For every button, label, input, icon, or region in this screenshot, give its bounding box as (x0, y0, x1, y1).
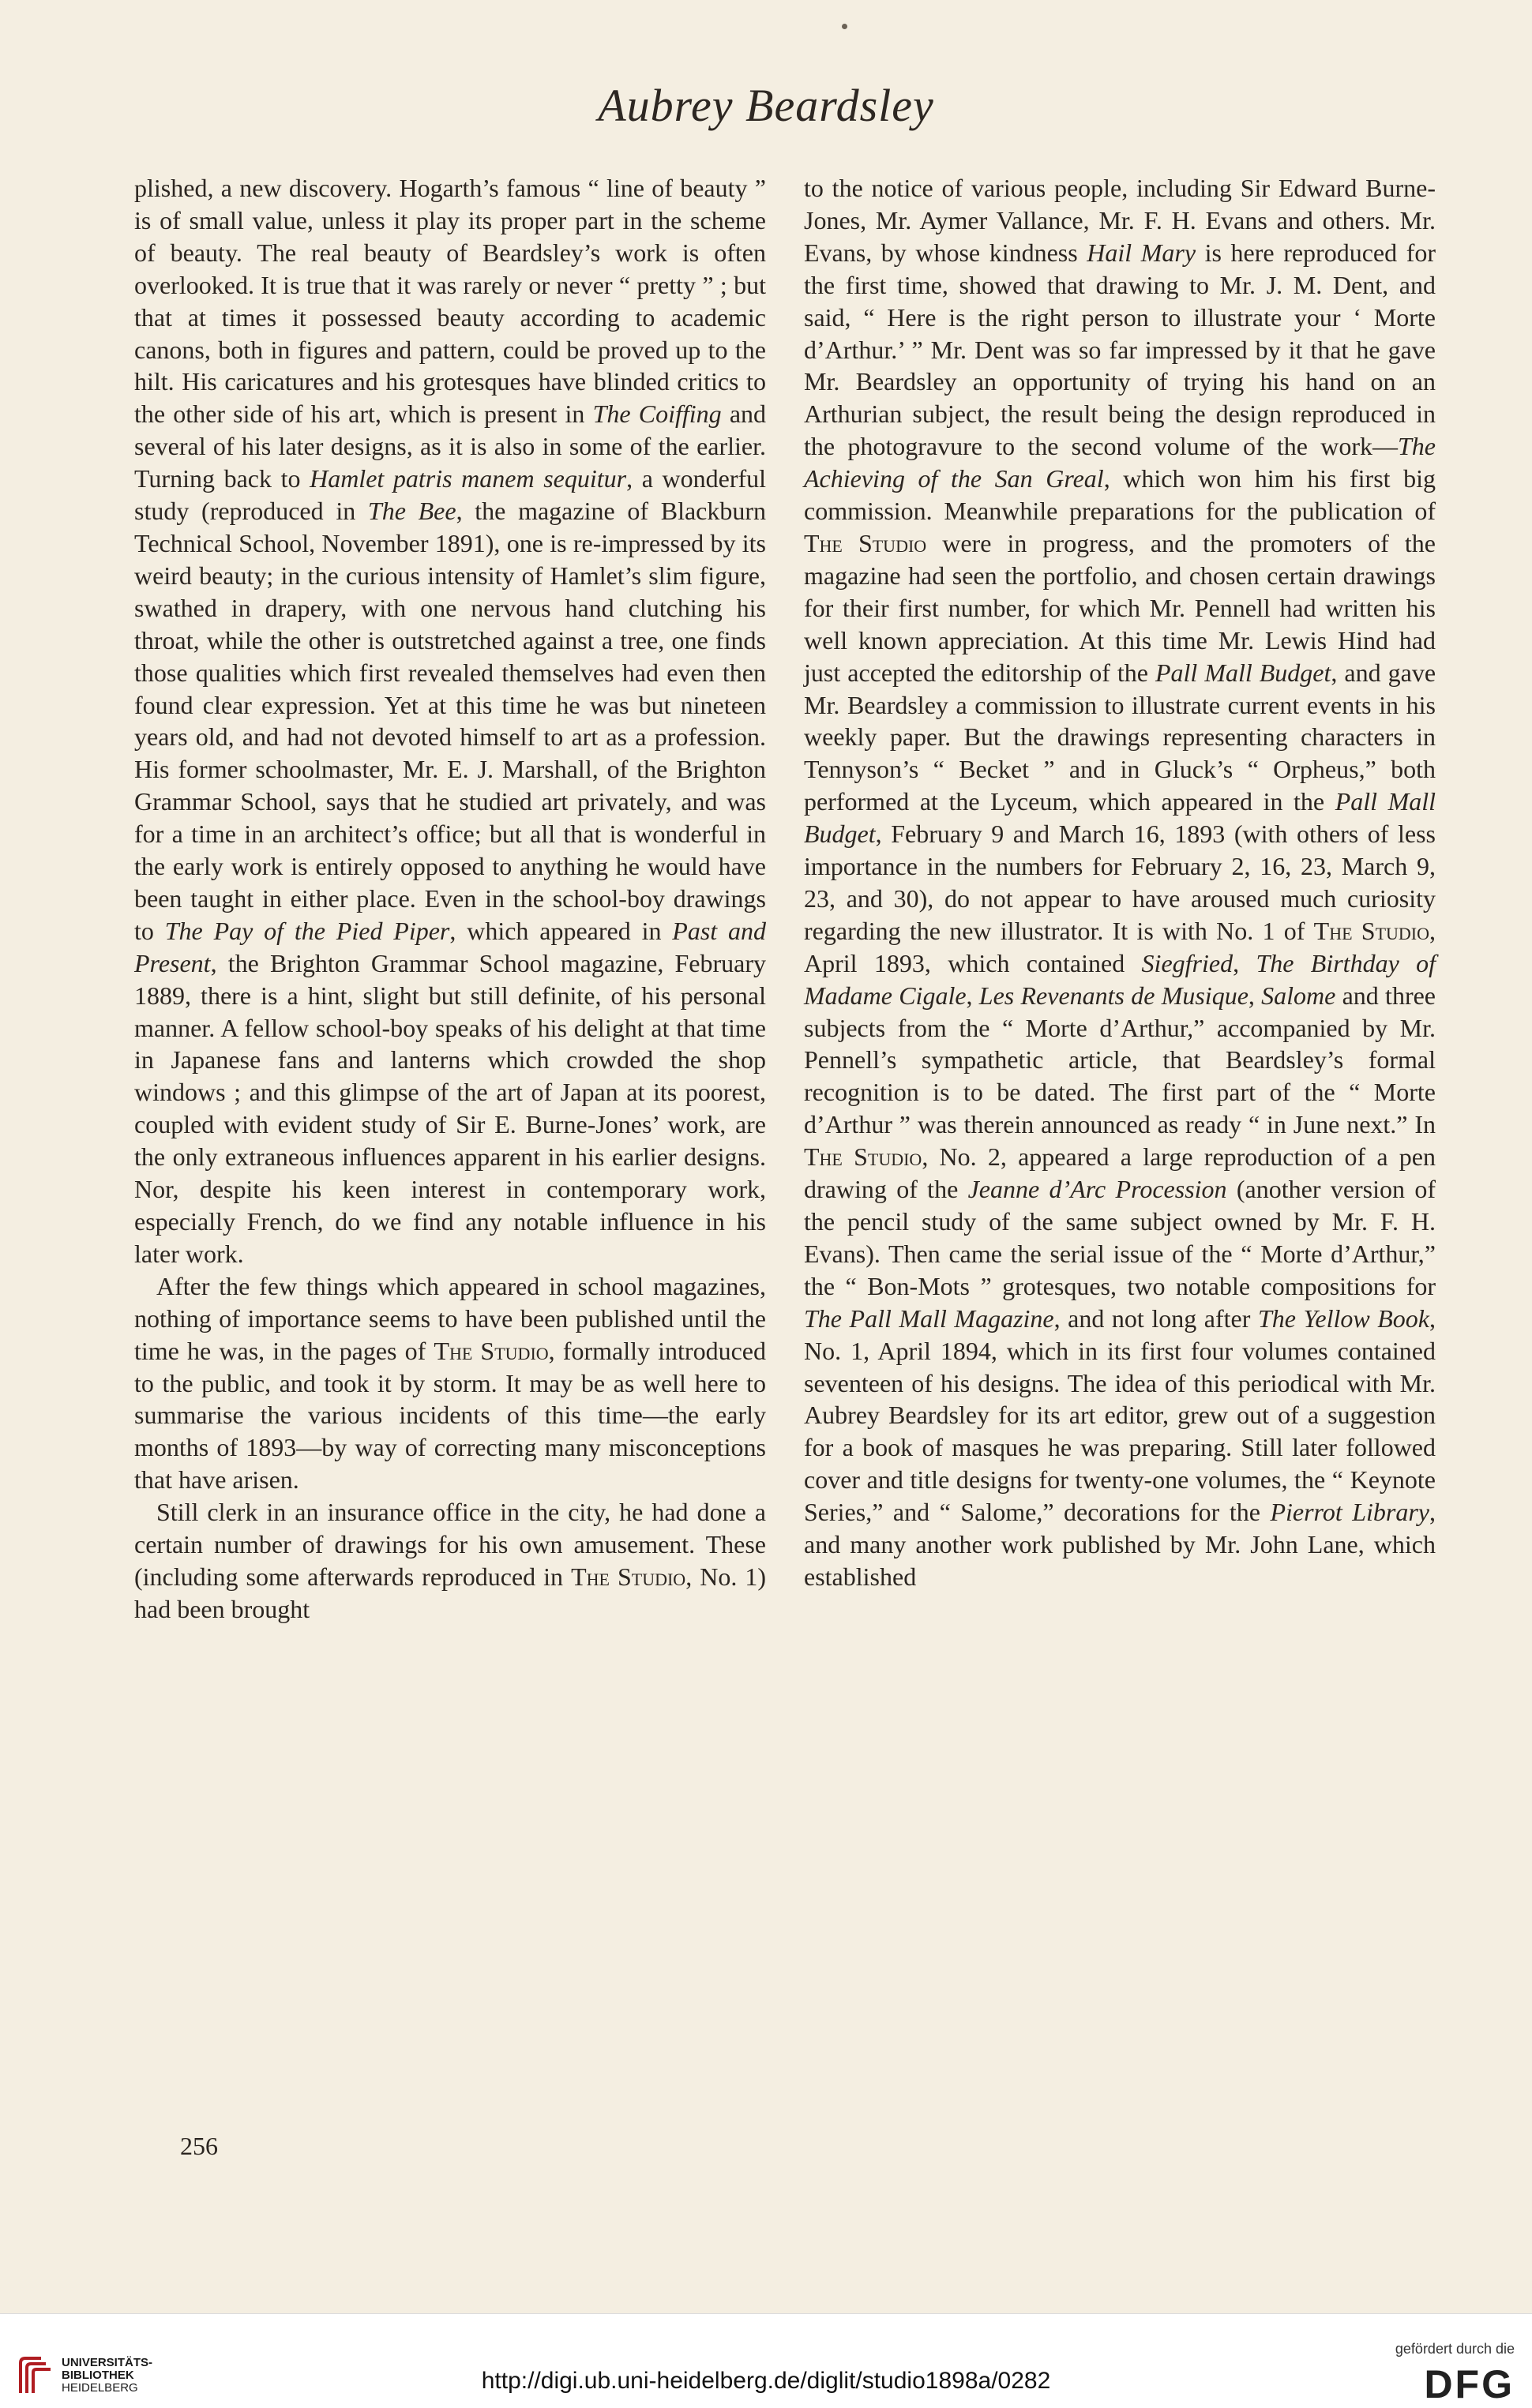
italic-title: The Birthday of Madame Cigale (804, 948, 1436, 1010)
text-run: is here reproduced for the first time, showed that drawing to Mr. J. M. Dent, and said, “ Here is the right person to illustrate your ‘ Morte d’Arthur.’ ” Mr. Dent was so far impressed by it that he gave Mr. Beardsley an opportunity of trying his hand on an Arthurian subject, the result being the design reproduced in the photogravure to the second volume of the work— (804, 238, 1436, 461)
library-name-line1: UNIVERSITÄTS- (62, 2356, 153, 2369)
italic-title: Past and Present (134, 916, 767, 977)
italic-title: The Achieving of the San Greal (804, 432, 1436, 493)
text-run: , and not long after (1053, 1303, 1258, 1333)
text-run: , (1233, 948, 1256, 977)
small-caps-text: The Studio (804, 1142, 922, 1172)
library-name-line2: BIBLIOTHEK (62, 2369, 134, 2382)
paragraph (134, 1496, 766, 1626)
italic-title: Siegfried (1141, 948, 1233, 977)
italic-title: Pierrot Library (1270, 1498, 1430, 1527)
italic-title: Jeanne d’Arc Procession (967, 1175, 1227, 1204)
paragraph (804, 172, 1436, 1593)
small-caps-text: The Studio (1313, 916, 1429, 945)
text-run: , the magazine of Blackburn Technical School, November 1891), one is re-impressed by its weird beauty; in the curious intensity of Hamlet’s slim figure, swathed in drapery, with one nervous hand clutching his throat, while the other is outstretched against a tree, one finds those qualities which first revealed themselves had even then found clear expression. Yet at this time he was but nineteen years old, and had not devoted himself to art as a profession. His former schoolmaster, Mr. E. J. Marshall, of the Brighton Grammar School, says that he studied art privately, and was for a time in an architect’s office; but all that is wonderful in the early work is entirely opposed to anything he would have been taught in either place. Even in the school-boy drawings to (134, 497, 767, 945)
text-run: After the few things which appeared in school magazines, nothing of importance seems to have been published until the time he was, in the pages of (134, 1271, 766, 1365)
text-run: , February 9 and March 16, 1893 (with others of less importance in the numbers for February 2, 16, 23, March 9, 23, and 30), do not appear to have aroused much curiosity regarding the new illustrator. It is with No. 1 of (804, 820, 1436, 945)
text-run: , and gave Mr. Beardsley a commission to illustrate current events in his weekly paper. But the drawings representing characters in Tennyson’s “ Becket ” and in Gluck’s “ Orpheus,” both performed at the Lyceum, which appeared in the (804, 658, 1436, 816)
text-run: , and many another work published by Mr. John Lane, which established (804, 1498, 1436, 1591)
text-run: , April 1893, which contained (804, 916, 1436, 977)
text-run: and several of his later designs, as it is also in some of the earlier. Turning back to (134, 399, 767, 493)
permalink-link[interactable]: http://digi.ub.uni-heidelberg.de/diglit/studio1898a/0282 (481, 2368, 1051, 2394)
text-run: Still clerk in an insurance office in the city, he had done a certain number of drawings for his own amusement. These (including some afterwards reproduced in (134, 1498, 766, 1591)
text-run: to the notice of various people, including Sir Edward Burne-Jones, Mr. Aymer Vallance, Mr. F. H. Evans and others. Mr. Evans, by whose kindness (804, 174, 1436, 267)
italic-title: Salome (1261, 981, 1336, 1010)
text-run: plished, a new discovery. Hogarth’s famous “ line of beauty ” is of small value, unless it play its proper part in the scheme of beauty. The real beauty of Beardsley’s work is often overlooked. It is true that it was rarely or never “ pretty ” ; but that at times it possessed beauty according to academic canons, both in figures and pattern, could be proved up to the hilt. His caricatures and his grotesques have blinded critics to the other side of his art, which is present in (134, 174, 766, 429)
library-name-line3: HEIDELBERG (62, 2381, 138, 2395)
text-run: (another version of the pencil study of the same subject owned by Mr. F. H. Evans). Then came the serial issue of the “ Morte d’Arthur,” the “ Bon-Mots ” grotesques, two notable compositions for (804, 1175, 1436, 1300)
italic-title: The Pay of the Pied Piper (164, 916, 450, 945)
paragraph (134, 1270, 766, 1496)
paragraph (134, 172, 766, 1270)
text-run: , No. 1, April 1894, which in its first four volumes contained seventeen of his designs. The idea of this periodical with Mr. Aubrey Beardsley for its art editor, grew out of a suggestion for a book of masques he was preparing. Still later followed cover and title designs for twenty-one volumes, the “ Keynote Series,” and “ Salome,” decorations for the (804, 1303, 1436, 1527)
text-run: , the Brighton Grammar School magazine, February 1889, there is a hint, slight but still definite, of his personal manner. A fellow school-boy speaks of his delight at that time in Japanese fans and lanterns which crowded the shop windows ; and this glimpse of the art of Japan at its poorest, coupled with evident study of Sir E. Burne-Jones’ work, are the only extraneous influences apparent in his earlier designs. Nor, despite his keen interest in contemporary work, especially French, do we find any notable influence in his later work. (134, 948, 766, 1268)
italic-title: Hail Mary (1087, 238, 1196, 267)
text-run: , (966, 981, 979, 1010)
text-run: , a wonderful study (reproduced in (134, 464, 767, 526)
page-number: 256 (180, 2132, 218, 2160)
italic-title: Pall Mall Budget (804, 787, 1436, 849)
dfg-logo: DFG (1424, 2362, 1515, 2406)
text-run: , No. 1) had been brought (134, 1562, 767, 1623)
left-column (134, 172, 766, 1626)
small-caps-text: The Studio (804, 528, 927, 557)
italic-title: Hamlet patris manem sequitur (310, 464, 627, 493)
italic-title: The Pall Mall Magazine (804, 1303, 1054, 1333)
text-run: were in progress, and the promoters of the magazine had seen the portfolio, and chosen certain drawings for their first number, for which Mr. Pennell had written his well known appreciation. At this time Mr. Lewis Hind had just accepted the editorship of the (804, 528, 1436, 687)
right-column (804, 172, 1436, 1593)
text-run: , (1248, 981, 1262, 1010)
italic-title: The Coiffing (592, 399, 722, 429)
text-run: , which appeared in (449, 916, 673, 945)
italic-title: The Yellow Book (1257, 1303, 1430, 1333)
text-run: , which won him his first big commission. Meanwhile preparations for the publication of (804, 464, 1436, 526)
text-run: and three subjects from the “ Morte d’Arthur,” accompanied by Mr. Pennell’s sympathetic article, that Beardsley’s formal recognition is to be dated. The first part of the “ Morte d’Arthur ” was therein announced as ready “ in June next.” In (804, 981, 1436, 1139)
page-speck (842, 24, 847, 29)
small-caps-text: The Studio (434, 1336, 549, 1365)
small-caps-text: The Studio (571, 1562, 686, 1591)
text-run: , No. 2, appeared a large reproduction of a pen drawing of the (804, 1142, 1436, 1204)
italic-title: The Bee (367, 497, 456, 526)
text-run: , formally introduced to the public, and took it by storm. It may be as well here to summarise the various incidents of this time—the early months of 1893—by way of correcting many misconceptions that have arisen. (134, 1336, 766, 1495)
italic-title: Pall Mall Budget (1155, 658, 1331, 687)
italic-title: Les Revenants de Musique (978, 981, 1249, 1010)
funded-by-label: gefördert durch die (1395, 2341, 1515, 2357)
footer-bar (0, 2313, 1532, 2408)
running-head: Aubrey Beardsley (598, 80, 934, 131)
